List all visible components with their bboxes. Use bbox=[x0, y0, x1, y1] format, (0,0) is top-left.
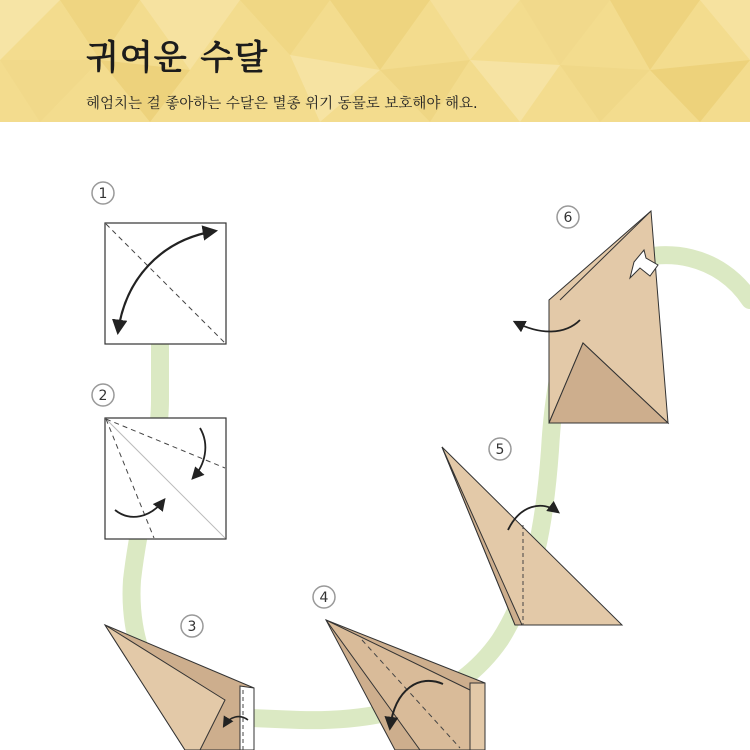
folded-paper bbox=[442, 447, 622, 625]
step-6 bbox=[515, 206, 668, 423]
step-number: 1 bbox=[98, 186, 108, 202]
paper-edge bbox=[470, 683, 485, 750]
page-title: 귀여운 수달 bbox=[86, 38, 269, 78]
step-number: 3 bbox=[187, 619, 197, 635]
step-number: 4 bbox=[319, 590, 329, 606]
step-number: 5 bbox=[495, 442, 505, 458]
step-number: 6 bbox=[563, 210, 573, 226]
step-1 bbox=[92, 182, 226, 344]
page-subtitle: 헤엄치는 걸 좋아하는 수달은 멸종 위기 동물로 보호해야 해요. bbox=[86, 96, 478, 112]
paper-edge bbox=[240, 686, 254, 750]
step-number: 2 bbox=[98, 388, 108, 404]
step-3 bbox=[105, 615, 254, 750]
